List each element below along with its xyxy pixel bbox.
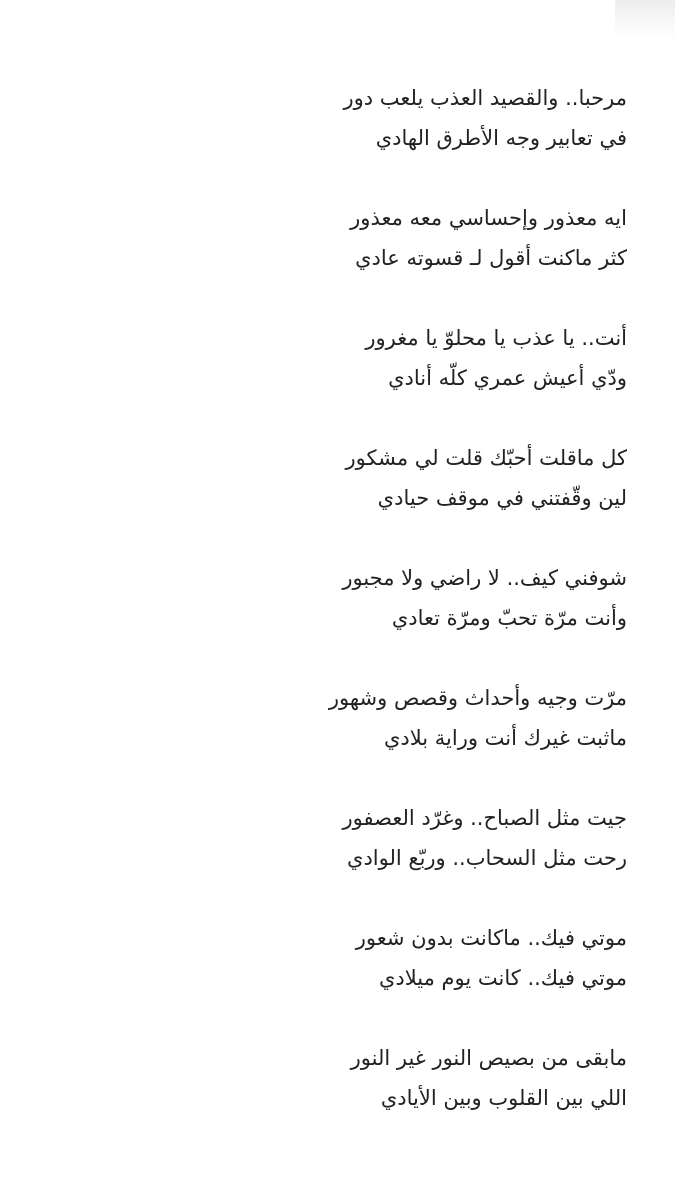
poem-line: ايه معذور وإحساسي معه معذور [350, 206, 627, 230]
stanza-8 [287, 918, 627, 1038]
poem-line: أنت.. يا عذب يا محلوّ يا مغرور [365, 326, 627, 350]
poem-line: في تعابير وجه الأطرق الهادي [375, 126, 627, 150]
top-edge-shade [615, 0, 675, 40]
poem-line: مرّت وجيه وأحداث وقصص وشهور [328, 686, 627, 710]
poem-line: اللي بين القلوب وبين الأيادي [380, 1086, 627, 1110]
stanza-4 [287, 438, 627, 558]
poem-line: موتي فيك.. كانت يوم ميلادي [378, 966, 627, 990]
stanza-7 [287, 798, 627, 918]
stanza-3 [287, 318, 627, 438]
poem-line: كل ماقلت أحبّك قلت لي مشكور [345, 446, 627, 470]
poem-line: جيت مثل الصباح.. وغرّد العصفور [342, 806, 627, 830]
poem-line: وأنت مرّة تحبّ ومرّة تعادي [391, 606, 627, 630]
poem-line: ماثبت غيرك أنت وراية بلادي [383, 726, 627, 750]
stanza-2 [287, 198, 627, 318]
poem-line: مابقى من بصيص النور غير النور [350, 1046, 627, 1070]
poem-line: موتي فيك.. ماكانت بدون شعور [355, 926, 627, 950]
poem-line: مرحبا.. والقصيد العذب يلعب دور [343, 86, 627, 110]
poem-line: كثر ماكنت أقول لـ قسوته عادي [355, 246, 627, 270]
poem-line: ودّي أعيش عمري كلّه أنادي [388, 366, 627, 390]
poem-line: رحت مثل السحاب.. وربّع الوادي [347, 846, 627, 870]
stanza-5 [287, 558, 627, 678]
poem-line: شوفني كيف.. لا راضي ولا مجبور [342, 566, 627, 590]
stanza-6 [287, 678, 627, 798]
poem-text [287, 78, 627, 1158]
poem-line: لين وقّفتني في موقف حيادي [377, 486, 627, 510]
stanza-9 [287, 1038, 627, 1158]
stanza-1 [287, 78, 627, 198]
